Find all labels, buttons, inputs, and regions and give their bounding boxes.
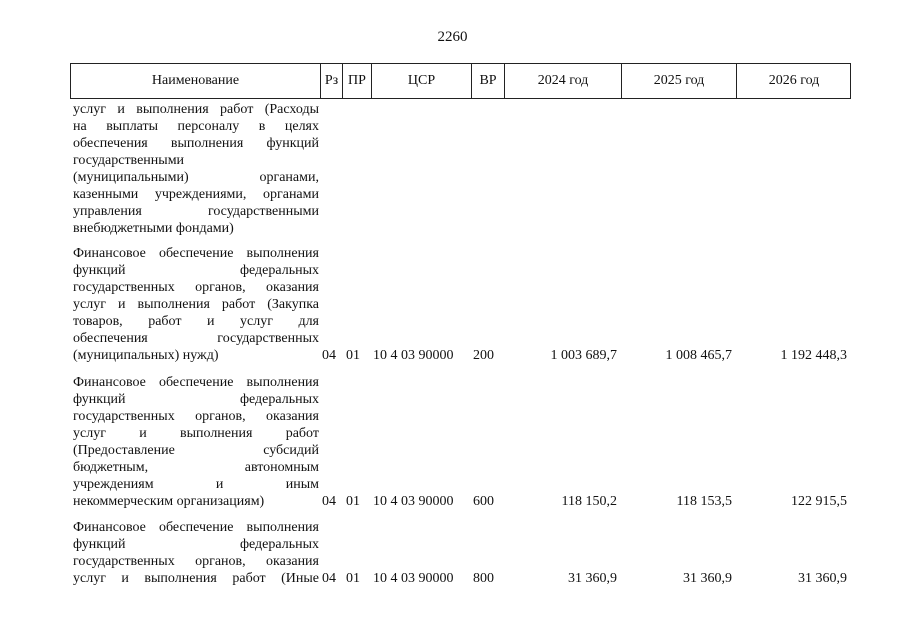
header-2025: 2025 год	[621, 64, 736, 98]
cell-csr: 10 4 03 90000	[373, 494, 454, 509]
row-description	[73, 245, 319, 364]
description-line: услуг и выполнения работ (Иные	[73, 571, 319, 586]
description-line: государственными	[73, 153, 185, 168]
description-line: услуг и выполнения работ (Расходы	[73, 102, 319, 117]
header-2024: 2024 год	[504, 64, 621, 98]
description-line: функций федеральных	[73, 392, 319, 407]
header-pr: ПР	[342, 64, 371, 98]
description-line: Финансовое обеспечение выполнения	[73, 375, 319, 390]
description-line: на выплаты персоналу в целях	[73, 119, 319, 134]
cell-pr: 01	[346, 571, 360, 586]
table-header	[70, 63, 851, 99]
cell-2025: 118 153,5	[676, 494, 732, 509]
description-line: обеспечения государственных	[73, 331, 319, 346]
cell-2026: 122 915,5	[791, 494, 847, 509]
description-line: Финансовое обеспечение выполнения	[73, 520, 319, 535]
description-line: (муниципальными) органами,	[73, 170, 319, 185]
header-csr: ЦСР	[371, 64, 471, 98]
description-line: услуг и выполнения работ (Закупка	[73, 297, 319, 312]
cell-vr: 800	[473, 571, 494, 586]
row-description	[73, 519, 319, 587]
cell-2024: 118 150,2	[561, 494, 617, 509]
description-line: учреждениям и иным	[73, 477, 319, 492]
cell-2026: 31 360,9	[798, 571, 847, 586]
description-line: обеспечения выполнения функций	[73, 136, 319, 151]
description-line: Финансовое обеспечение выполнения	[73, 246, 319, 261]
description-line: функций федеральных	[73, 537, 319, 552]
cell-2026: 1 192 448,3	[780, 348, 847, 363]
description-line: (Предоставление субсидий	[73, 443, 319, 458]
description-line: функций федеральных	[73, 263, 319, 278]
description-line: внебюджетными фондами)	[73, 221, 234, 236]
cell-csr: 10 4 03 90000	[373, 348, 454, 363]
cell-vr: 600	[473, 494, 494, 509]
cell-csr: 10 4 03 90000	[373, 571, 454, 586]
description-line: (муниципальных) нужд)	[73, 348, 219, 363]
cell-pr: 01	[346, 494, 360, 509]
cell-2024: 1 003 689,7	[550, 348, 617, 363]
description-line: услуг и выполнения работ	[73, 426, 319, 441]
description-line: государственных органов, оказания	[73, 280, 319, 295]
description-line: государственных органов, оказания	[73, 409, 319, 424]
description-line: государственных органов, оказания	[73, 554, 319, 569]
description-line: бюджетным, автономным	[73, 460, 319, 475]
description-line: управления государственными	[73, 204, 319, 219]
cell-2024: 31 360,9	[568, 571, 617, 586]
header-vr: ВР	[471, 64, 504, 98]
cell-2025: 31 360,9	[683, 571, 732, 586]
cell-rz: 04	[322, 571, 336, 586]
row-description	[73, 374, 319, 510]
header-2026: 2026 год	[736, 64, 851, 98]
cell-rz: 04	[322, 348, 336, 363]
description-line: товаров, работ и услуг для	[73, 314, 319, 329]
description-line: казенными учреждениями, органами	[73, 187, 319, 202]
header-rz: Рз	[320, 64, 342, 98]
row-description	[73, 101, 319, 237]
cell-pr: 01	[346, 348, 360, 363]
cell-rz: 04	[322, 494, 336, 509]
header-name: Наименование	[151, 73, 240, 88]
cell-vr: 200	[473, 348, 494, 363]
page-number: 2260	[437, 29, 468, 45]
description-line: некоммерческим организациям)	[73, 494, 265, 509]
cell-2025: 1 008 465,7	[665, 348, 732, 363]
